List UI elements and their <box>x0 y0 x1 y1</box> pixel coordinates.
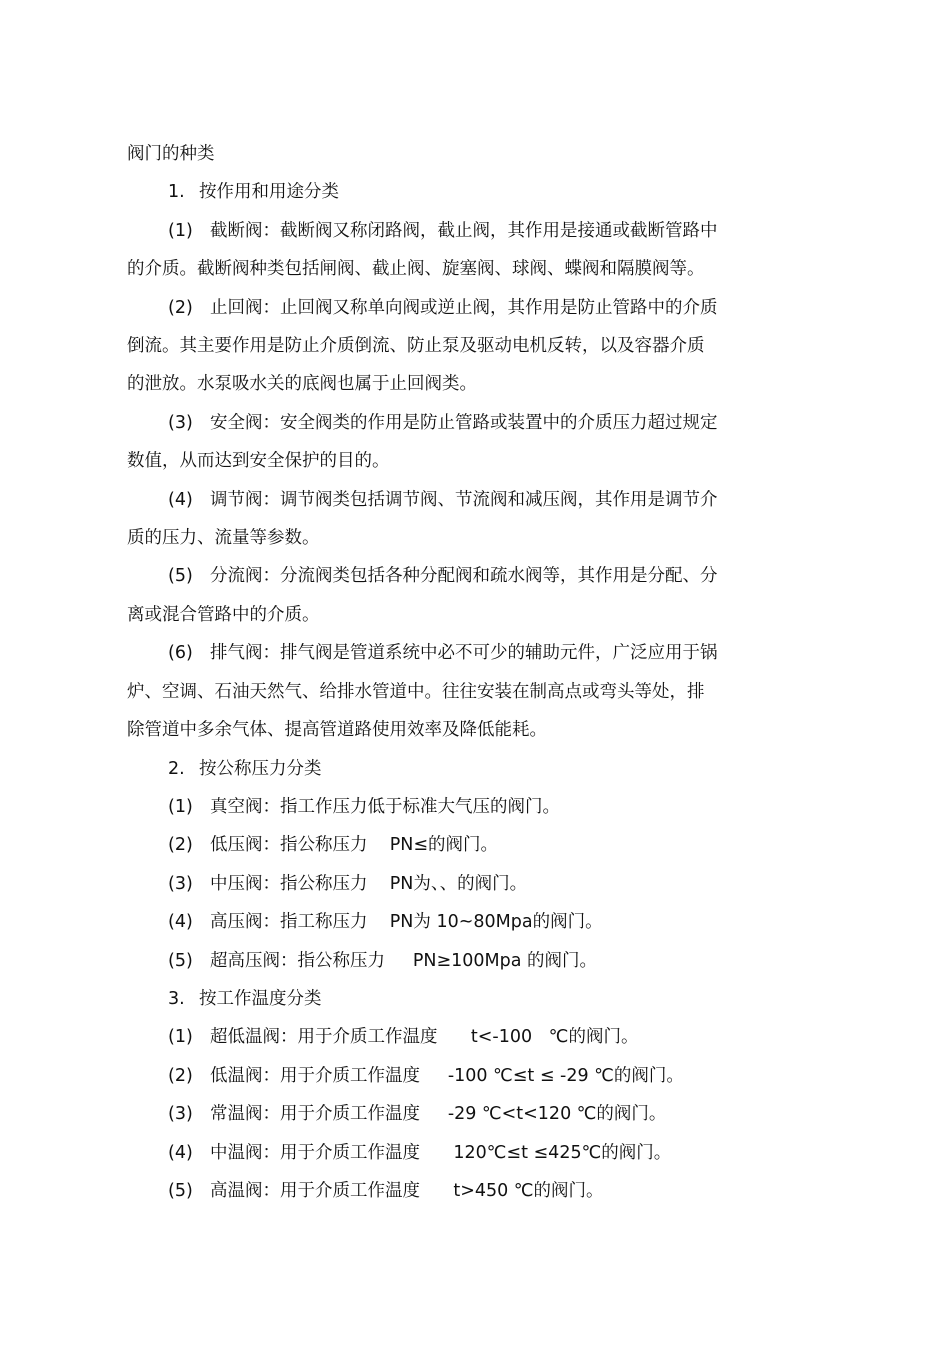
list-item-continuation: 离或混合管路中的介质。 <box>127 604 320 625</box>
document-body <box>127 135 759 1210</box>
list-item: (2) 低压阀：指公称压力 PN≤的阀门。 <box>168 835 499 856</box>
section-heading: 1. 按作用和用途分类 <box>168 182 339 203</box>
list-item-continuation: 数值，从而达到安全保护的目的。 <box>127 451 390 472</box>
list-item: (4) 调节阀：调节阀类包括调节阀、节流阀和减压阀，其作用是调节介 <box>168 489 718 510</box>
list-item: (1) 超低温阀：用于介质工作温度 t<-100 ℃的阀门。 <box>168 1027 639 1048</box>
section-heading: 3. 按工作温度分类 <box>168 988 322 1009</box>
section-heading: 2. 按公称压力分类 <box>168 758 322 779</box>
list-item-continuation: 的泄放。水泵吸水关的底阀也属于止回阀类。 <box>127 374 477 395</box>
list-item: (2) 低温阀：用于介质工作温度 -100 ℃≤t ≤ -29 ℃的阀门。 <box>168 1065 684 1086</box>
list-item: (6) 排气阀：排气阀是管道系统中必不可少的辅助元件，广泛应用于锅 <box>168 643 718 664</box>
list-item: (2) 止回阀：止回阀又称单向阀或逆止阀，其作用是防止管路中的介质 <box>168 297 718 318</box>
list-item-continuation: 除管道中多余气体、提高管道路使用效率及降低能耗。 <box>127 720 547 741</box>
list-item: (3) 安全阀：安全阀类的作用是防止管路或装置中的介质压力超过规定 <box>168 412 718 433</box>
list-item: (3) 中压阀：指公称压力 PN为、、的阀门。 <box>168 873 528 894</box>
list-item: (1) 截断阀：截断阀又称闭路阀，截止阀，其作用是接通或截断管路中 <box>168 220 718 241</box>
list-item: (1) 真空阀：指工作压力低于标准大气压的阀门。 <box>168 796 560 817</box>
list-item: (4) 高压阀：指工称压力 PN为 10~80Mpa的阀门。 <box>168 912 603 933</box>
list-item: (5) 分流阀：分流阀类包括各种分配阀和疏水阀等，其作用是分配、分 <box>168 566 718 587</box>
list-item: (5) 超高压阀：指公称压力 PN≥100Mpa 的阀门。 <box>168 950 598 971</box>
list-item: (5) 高温阀：用于介质工作温度 t>450 ℃的阀门。 <box>168 1180 604 1201</box>
list-item: (3) 常温阀：用于介质工作温度 -29 ℃<t<120 ℃的阀门。 <box>168 1104 667 1125</box>
list-item-continuation: 炉、空调、石油天然气、给排水管道中。往往安装在制高点或弯头等处，排 <box>127 681 705 702</box>
list-item-continuation: 倒流。其主要作用是防止介质倒流、防止泵及驱动电机反转，以及容器介质 <box>127 336 705 357</box>
list-item-continuation: 的介质。截断阀种类包括闸阀、截止阀、旋塞阀、球阀、蝶阀和隔膜阀等。 <box>127 259 705 280</box>
list-item-continuation: 质的压力、流量等参数。 <box>127 528 320 549</box>
document-title: 阀门的种类 <box>127 144 215 164</box>
list-item: (4) 中温阀：用于介质工作温度 120℃≤t ≤425℃的阀门。 <box>168 1142 672 1163</box>
